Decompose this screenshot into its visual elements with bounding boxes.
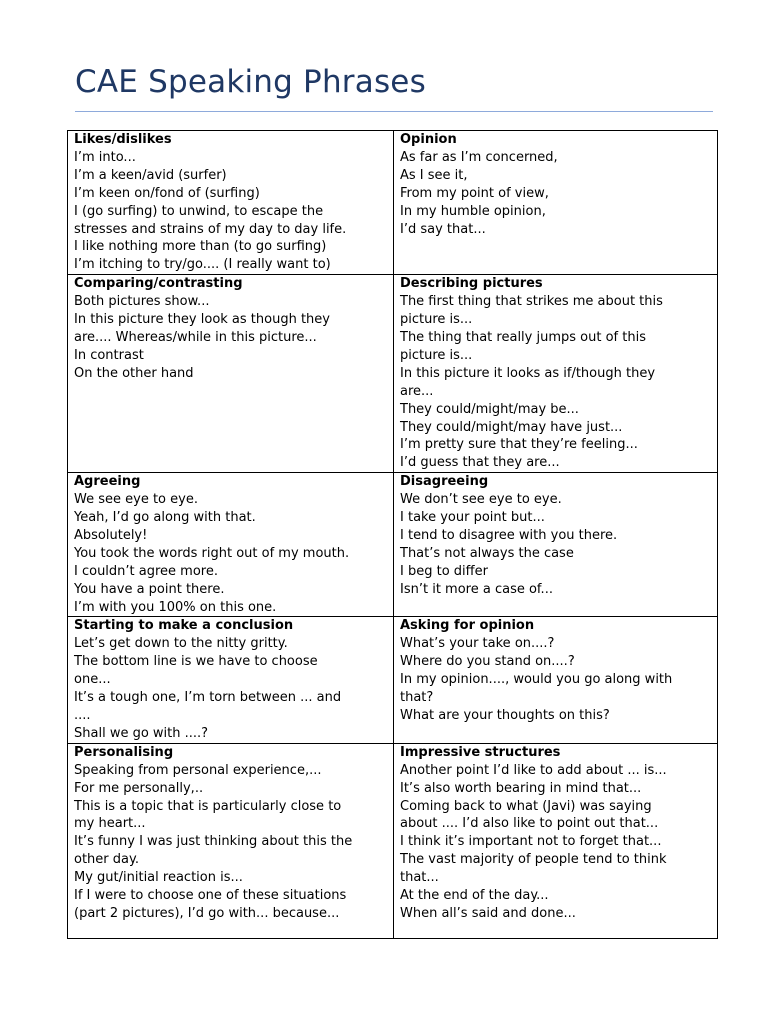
phrase-line: I like nothing more than (to go surfing) bbox=[74, 239, 327, 255]
phrase-line: The first thing that strikes me about this bbox=[400, 294, 663, 310]
section-heading: Comparing/contrasting bbox=[74, 276, 243, 292]
phrase-line: It’s funny I was just thinking about this the bbox=[74, 834, 353, 850]
phrase-line: For me personally,.. bbox=[74, 780, 204, 796]
table-row bbox=[68, 131, 718, 275]
phrase-line: The vast majority of people tend to think bbox=[400, 852, 667, 868]
phrase-line: (part 2 pictures), I’d go with... because... bbox=[74, 905, 340, 921]
section-heading: Impressive structures bbox=[400, 744, 561, 760]
phrase-line: That’s not always the case bbox=[400, 545, 574, 561]
phrase-line: My gut/initial reaction is... bbox=[74, 870, 243, 886]
phrase-line: What’s your take on....? bbox=[400, 636, 555, 652]
phrase-line: Let’s get down to the nitty gritty. bbox=[74, 636, 288, 652]
page-title: CAE Speaking Phrases bbox=[75, 64, 426, 100]
phrase-line: We don’t see eye to eye. bbox=[400, 492, 562, 508]
phrase-cell bbox=[68, 275, 394, 473]
phrases-table-body bbox=[68, 131, 718, 939]
phrase-line: picture is... bbox=[400, 312, 473, 328]
phrase-cell bbox=[394, 275, 718, 473]
section-heading: Opinion bbox=[400, 132, 457, 147]
phrase-line: .... bbox=[74, 708, 91, 723]
phrase-line: They could/might/may have just... bbox=[400, 419, 623, 435]
phrase-line: In this picture it looks as if/though they bbox=[400, 365, 656, 381]
phrase-line: Where do you stand on....? bbox=[400, 654, 575, 670]
phrase-cell bbox=[394, 131, 718, 275]
phrase-line: stresses and strains of my day to day life. bbox=[74, 221, 347, 237]
phrase-line: I’m itching to try/go.... (I really want to) bbox=[74, 257, 331, 273]
phrase-line: I’d guess that they are... bbox=[400, 455, 560, 471]
phrase-line: In my humble opinion, bbox=[400, 203, 546, 219]
phrase-line: You took the words right out of my mouth. bbox=[74, 545, 350, 561]
phrase-line: What are your thoughts on this? bbox=[400, 708, 610, 723]
phrase-line: From my point of view, bbox=[400, 185, 549, 201]
phrase-cell bbox=[68, 617, 394, 743]
phrase-line: In my opinion...., would you go along with bbox=[400, 672, 673, 688]
phrase-line: It’s also worth bearing in mind that... bbox=[400, 780, 642, 796]
section-heading: Asking for opinion bbox=[400, 618, 535, 634]
table-row bbox=[68, 275, 718, 473]
section-heading: Disagreeing bbox=[400, 474, 489, 490]
phrase-cell bbox=[394, 617, 718, 743]
phrase-line: I (go surfing) to unwind, to escape the bbox=[74, 203, 324, 219]
phrase-line: that... bbox=[400, 870, 439, 886]
phrase-line: about .... I’d also like to point out that... bbox=[400, 816, 659, 832]
phrase-line: my heart... bbox=[74, 816, 146, 832]
phrase-line: You have a point there. bbox=[74, 581, 225, 597]
phrase-line: Absolutely! bbox=[74, 527, 148, 543]
phrase-line: Isn’t it more a case of... bbox=[400, 581, 553, 597]
phrase-line: On the other hand bbox=[74, 365, 194, 381]
phrase-line: In contrast bbox=[74, 347, 144, 363]
phrase-cell bbox=[394, 743, 718, 938]
phrase-line: Speaking from personal experience,... bbox=[74, 762, 322, 778]
phrase-cell bbox=[68, 473, 394, 617]
phrase-line: This is a topic that is particularly close to bbox=[74, 798, 342, 814]
phrase-line: one... bbox=[74, 672, 111, 688]
phrase-cell bbox=[68, 131, 394, 275]
phrase-line: Yeah, I’d go along with that. bbox=[74, 510, 256, 526]
phrase-line: Another point I’d like to add about ... is... bbox=[400, 762, 667, 778]
section-heading: Personalising bbox=[74, 744, 174, 760]
table-row bbox=[68, 743, 718, 938]
phrase-line: I couldn’t agree more. bbox=[74, 563, 218, 579]
phrase-line: I take your point but... bbox=[400, 510, 545, 526]
table-row bbox=[68, 473, 718, 617]
section-heading: Likes/dislikes bbox=[74, 132, 172, 147]
phrase-line: I’m into... bbox=[74, 149, 136, 165]
phrase-line: The thing that really jumps out of this bbox=[400, 329, 646, 345]
phrase-line: I’m with you 100% on this one. bbox=[74, 599, 277, 615]
phrase-line: We see eye to eye. bbox=[74, 492, 198, 508]
phrase-line: other day. bbox=[74, 852, 139, 868]
phrase-line: are.... Whereas/while in this picture... bbox=[74, 329, 317, 345]
phrase-line: I beg to differ bbox=[400, 563, 488, 579]
table-row bbox=[68, 617, 718, 743]
phrase-line: I’m pretty sure that they’re feeling... bbox=[400, 437, 638, 453]
phrase-line: I’m keen on/fond of (surfing) bbox=[74, 185, 260, 201]
phrase-cell bbox=[394, 473, 718, 617]
section-heading: Starting to make a conclusion bbox=[74, 618, 294, 634]
phrase-line: I think it’s important not to forget that... bbox=[400, 834, 662, 850]
phrase-line: I’d say that... bbox=[400, 221, 486, 237]
phrase-line: In this picture they look as though they bbox=[74, 312, 330, 328]
title-underline bbox=[75, 111, 713, 112]
phrase-line: If I were to choose one of these situations bbox=[74, 888, 347, 904]
section-heading: Describing pictures bbox=[400, 276, 543, 292]
phrase-line: They could/might/may be... bbox=[400, 401, 579, 417]
phrase-cell bbox=[68, 743, 394, 938]
phrase-line: Both pictures show... bbox=[74, 294, 210, 310]
phrase-line: As far as I’m concerned, bbox=[400, 149, 558, 165]
phrase-line: Coming back to what (Javi) was saying bbox=[400, 798, 652, 814]
phrase-line: picture is... bbox=[400, 347, 473, 363]
phrase-line: The bottom line is we have to choose bbox=[74, 654, 318, 670]
phrase-line: are... bbox=[400, 383, 434, 399]
phrase-line: that? bbox=[400, 690, 434, 706]
phrase-line: I’m a keen/avid (surfer) bbox=[74, 167, 227, 183]
phrase-line: When all’s said and done... bbox=[400, 905, 576, 921]
phrase-line: At the end of the day... bbox=[400, 888, 549, 904]
phrase-line: As I see it, bbox=[400, 167, 468, 183]
phrase-line: Shall we go with ....? bbox=[74, 725, 209, 741]
phrase-line: I tend to disagree with you there. bbox=[400, 527, 618, 543]
section-heading: Agreeing bbox=[74, 474, 141, 490]
phrases-table bbox=[67, 130, 718, 939]
phrase-line: It’s a tough one, I’m torn between ... and bbox=[74, 690, 342, 706]
